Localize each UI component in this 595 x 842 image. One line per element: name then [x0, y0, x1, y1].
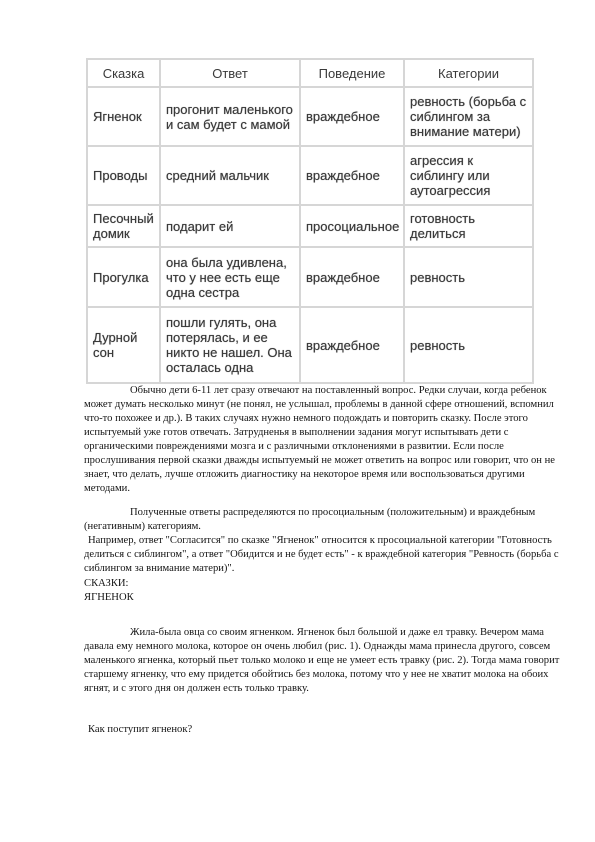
section-heading [84, 577, 562, 591]
table-cell: враждебное [300, 87, 404, 146]
table-cell: подарит ей [160, 205, 300, 247]
story-question [84, 723, 562, 737]
paragraph-text: Обычно дети 6-11 лет сразу отвечают на поставленный вопрос. Редки случаи, когда ребенок может думать несколько минут (не понял, не услышал, проблемы в данной сфере отношений, вспомнил что-то похожее и др.). В таких случаях нужно немного подождать и повторить сказку. После этого испытуемый уже готов отвечать. Затрудненья в выполнении задания могут испытывать дети с органическими повреждениями мозга и с различными отклонениями в развитии. Если после прослушивания первой сказки дважды испытуемый не может ответить на вопрос или говорит, что он не знает, что делать, лучше отложить диагностику на некоторое время или воспользоваться другими методами. [84, 385, 555, 494]
instruction-paragraph [84, 384, 562, 496]
paragraph-text: Полученные ответы распределяются по просоциальным (положительным) и враждебным (негативным) категориям. [84, 507, 536, 532]
table-cell: Прогулка [87, 247, 160, 307]
paragraph-text: Например, ответ "Согласится" по сказке "Ягненок" относится к просоциальной категории "Готовность делиться с сиблингом", а ответ "Обидится и не будет есть" - к враждебной категория "Ревность (борьба с сиблингом за внимание матери)". [84, 535, 559, 574]
table-cell: агрессия к сиблингу или аутоагрессия [404, 146, 533, 205]
paragraph-text: Жила-была овца со своим ягненком. Ягненок был большой и даже ел травку. Вечером мама давала ему немного молока, которое он очень любил (рис. 1). Однажды мама принесла другого, совсем маленького ягненка, который пьет только молоко и еще не умеет есть травку (рис. 2). Тогда мама говорит старшему ягненку, что ему придется обойтись без молока, потому что у нее не хватит молока на обоих ягнят, и с этого дня он должен есть только травку. [84, 627, 560, 694]
table-header-row [87, 59, 533, 87]
header-kategorii: Категории [404, 59, 533, 87]
question-text: Как поступит ягненок? [88, 724, 193, 735]
story-title [84, 591, 562, 605]
table-cell: ревность [404, 307, 533, 383]
table-cell: ревность [404, 247, 533, 307]
table-cell: враждебное [300, 307, 404, 383]
header-povedenie: Поведение [300, 59, 404, 87]
table-row [87, 146, 533, 205]
table-cell: враждебное [300, 146, 404, 205]
table-cell: просоциальное [300, 205, 404, 247]
heading-text: СКАЗКИ: [84, 578, 129, 589]
table-cell: она была удивлена, что у нее есть еще одна сестра [160, 247, 300, 307]
table-row [87, 307, 533, 383]
example-paragraph [84, 534, 562, 576]
table-cell: средний мальчик [160, 146, 300, 205]
table-row [87, 205, 533, 247]
table-cell: Песочный домик [87, 205, 160, 247]
table-cell: прогонит маленького и сам будет с мамой [160, 87, 300, 146]
table-cell: Ягненок [87, 87, 160, 146]
table-cell: готовность делиться [404, 205, 533, 247]
results-table [86, 58, 534, 384]
table-cell: пошли гулять, она потерялась, и ее никто не нашел. Она осталась одна [160, 307, 300, 383]
table-row [87, 247, 533, 307]
categories-paragraph [84, 506, 562, 534]
table-cell: Проводы [87, 146, 160, 205]
table-cell: ревность (борьба с сиблингом за внимание матери) [404, 87, 533, 146]
table-cell: Дурной сон [87, 307, 160, 383]
story-paragraph [84, 626, 562, 696]
heading-text: ЯГНЕНОК [84, 592, 134, 603]
table-cell: враждебное [300, 247, 404, 307]
header-skazka: Сказка [87, 59, 160, 87]
header-otvet: Ответ [160, 59, 300, 87]
table-row [87, 87, 533, 146]
